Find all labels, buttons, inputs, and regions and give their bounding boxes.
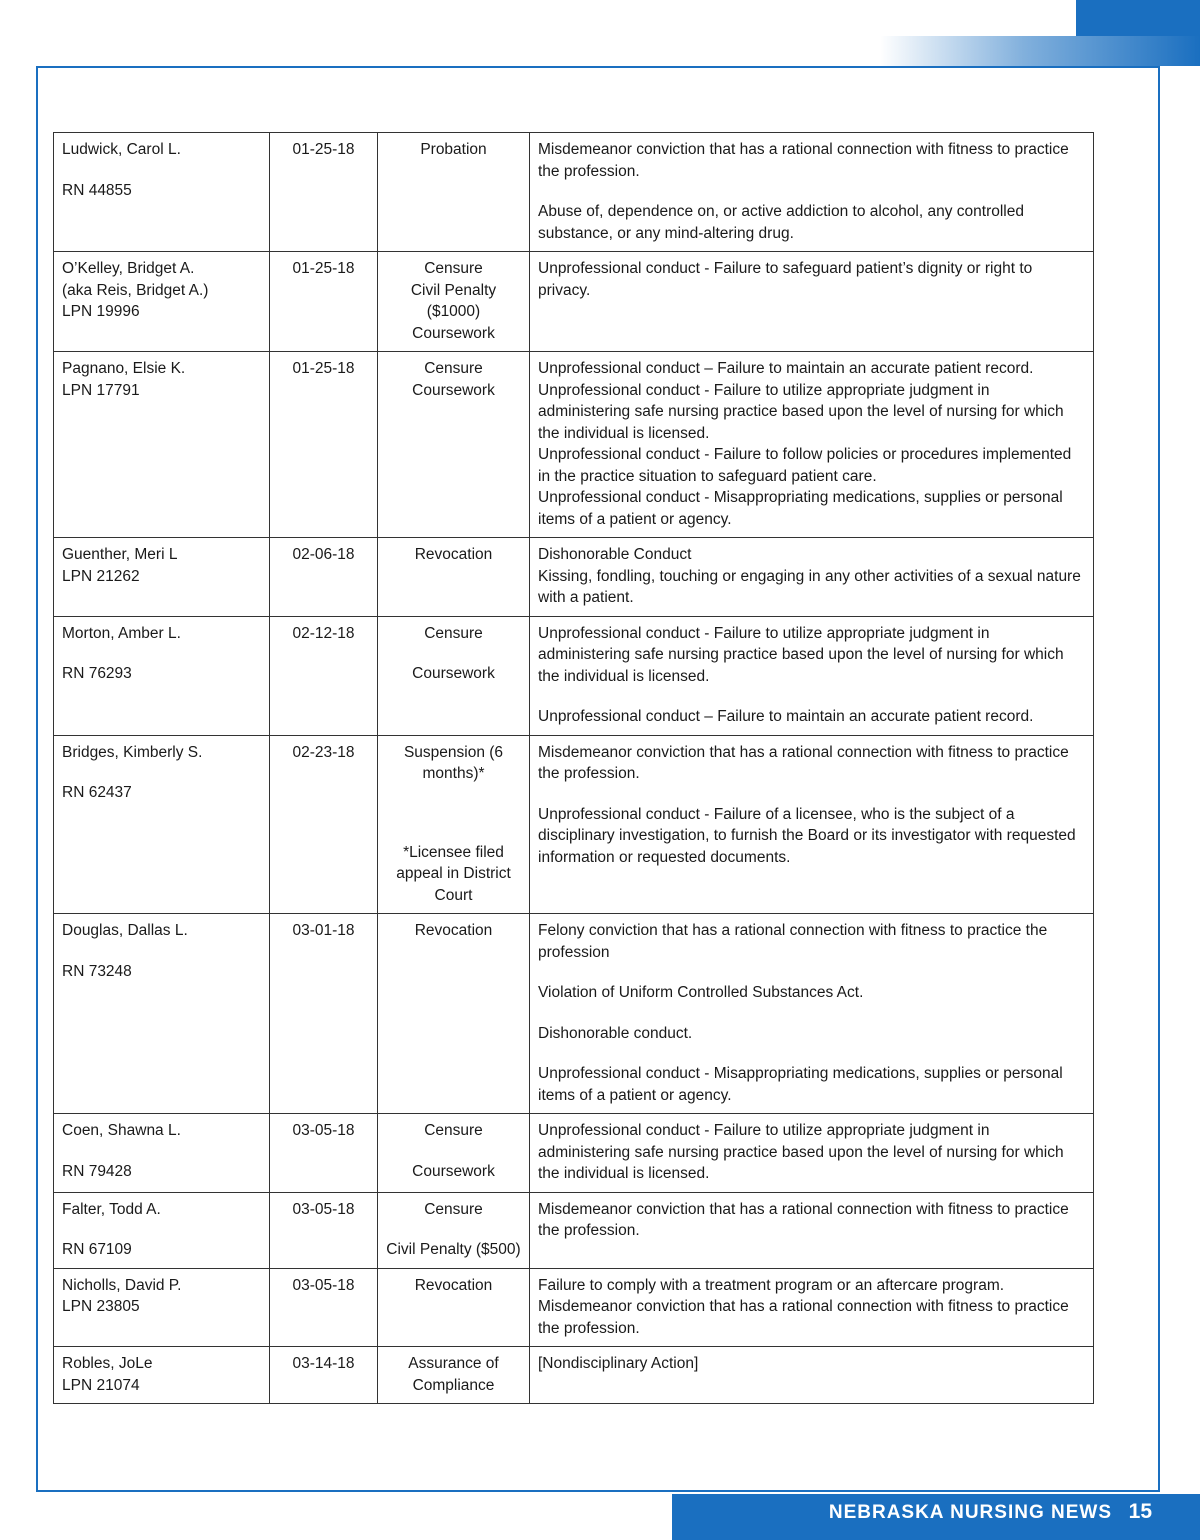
cell-line: Coursework — [412, 324, 495, 342]
cell-line: Assurance of — [408, 1355, 499, 1372]
line-spacer — [62, 1142, 261, 1161]
cell-line: Suspension (6 — [403, 743, 504, 761]
cell-line: Nicholls, David P. — [62, 1276, 182, 1294]
cell-line: Unprofessional conduct - Misappropriating medications, supplies or personal items of a patient or agency. — [538, 489, 1063, 528]
cell-line: ($1000) — [426, 303, 481, 320]
cell-line: Unprofessional conduct - Failure to utilize appropriate judgment in administering safe nursing practice based upon the level of nursing for which the individual is licensed. — [538, 624, 1064, 685]
table-row — [54, 735, 1094, 914]
cell-line: RN 76293 — [62, 665, 132, 682]
cell-line: RN 79428 — [62, 1162, 132, 1180]
cell-line: Misdemeanor conviction that has a rational connection with fitness to practice the profession. — [538, 1298, 1069, 1337]
cell-line: Coursework — [412, 665, 495, 682]
date-cell — [270, 352, 378, 538]
licensee-cell — [54, 133, 270, 252]
cell-line: Douglas, Dallas L. — [62, 922, 188, 939]
cell-line: Misdemeanor conviction that has a rational connection with fitness to practice the profession. — [538, 141, 1069, 180]
corner-accent-block — [1076, 0, 1200, 36]
cell-line: [Nondisciplinary Action] — [538, 1355, 699, 1372]
page-number: 15 — [1128, 1500, 1152, 1523]
cell-line: Censure — [424, 360, 483, 377]
line-spacer — [386, 1142, 521, 1161]
licensee-cell — [54, 538, 270, 617]
table-row — [54, 252, 1094, 352]
cell-line: Falter, Todd A. — [62, 1200, 161, 1218]
cell-line: LPN 23805 — [62, 1298, 140, 1315]
cell-line: Unprofessional conduct - Misappropriating medications, supplies or personal items of a patient or agency. — [538, 1065, 1063, 1104]
cell-line: 03-05-18 — [292, 1200, 355, 1218]
cell-line: 03-14-18 — [292, 1355, 355, 1372]
date-cell — [270, 1192, 378, 1268]
cell-line: Coursework — [412, 381, 495, 399]
cell-line: RN 73248 — [62, 962, 132, 980]
line-spacer — [538, 182, 1085, 201]
cell-line: Bridges, Kimberly S. — [62, 743, 203, 761]
violation-cell — [530, 352, 1094, 538]
cell-line: Violation of Uniform Controlled Substances Act. — [538, 984, 864, 1001]
cell-line: 02-06-18 — [292, 546, 355, 563]
date-cell — [270, 1268, 378, 1347]
cell-line: Probation — [420, 141, 487, 158]
cell-line: appeal in District — [396, 865, 511, 882]
line-spacer — [386, 1220, 521, 1239]
action-cell — [378, 133, 530, 252]
cell-line: Coursework — [412, 1162, 495, 1180]
action-cell — [378, 1347, 530, 1404]
line-spacer — [386, 644, 521, 663]
cell-line: Ludwick, Carol L. — [62, 141, 181, 158]
table-row — [54, 133, 1094, 252]
cell-line: Revocation — [414, 1276, 493, 1294]
cell-line: Civil Penalty ($500) — [386, 1241, 521, 1258]
cell-line: 03-01-18 — [292, 922, 355, 939]
cell-line: Unprofessional conduct – Failure to maintain an accurate patient record. — [538, 708, 1034, 725]
licensee-cell — [54, 1192, 270, 1268]
licensee-cell — [54, 1268, 270, 1347]
cell-line: LPN 21074 — [62, 1376, 140, 1394]
table-row — [54, 616, 1094, 735]
action-cell — [378, 538, 530, 617]
line-spacer — [386, 823, 521, 842]
violation-cell — [530, 1114, 1094, 1193]
cell-line: Coen, Shawna L. — [62, 1122, 181, 1139]
line-spacer — [62, 161, 261, 180]
violation-cell — [530, 538, 1094, 617]
cell-line: Revocation — [414, 922, 493, 939]
date-cell — [270, 914, 378, 1114]
cell-line: Unprofessional conduct - Failure to utilize appropriate judgment in administering safe nursing practice based upon the level of nursing for which the individual is licensed. — [538, 1122, 1064, 1182]
cell-line: RN 67109 — [62, 1241, 132, 1258]
cell-line: Failure to comply with a treatment program or an aftercare program. — [538, 1276, 1005, 1294]
violation-cell — [530, 1268, 1094, 1347]
line-spacer — [538, 1044, 1085, 1063]
table-row — [54, 1347, 1094, 1404]
table-row — [54, 1114, 1094, 1193]
cell-line: Abuse of, dependence on, or active addiction to alcohol, any controlled substance, or any mind-altering drug. — [538, 203, 1024, 242]
line-spacer — [538, 785, 1085, 804]
cell-line: Censure — [424, 1122, 483, 1139]
cell-line: Misdemeanor conviction that has a rational connection with fitness to practice the profession. — [538, 743, 1069, 782]
line-spacer — [62, 763, 261, 782]
publication-name: NEBRASKA NURSING NEWS — [828, 1502, 1112, 1523]
cell-line: Revocation — [414, 546, 493, 563]
cell-line: Censure — [424, 260, 483, 277]
cell-line: 02-12-18 — [292, 624, 355, 642]
cell-line: Kissing, fondling, touching or engaging in any other activities of a sexual nature with a patient. — [538, 567, 1081, 606]
page-footer — [672, 1494, 1200, 1540]
violation-cell — [530, 133, 1094, 252]
cell-line: RN 44855 — [62, 181, 132, 199]
cell-line: 02-23-18 — [292, 743, 355, 761]
date-cell — [270, 252, 378, 352]
line-spacer — [62, 1220, 261, 1239]
cell-line: Unprofessional conduct - Failure to follow policies or procedures implemented in the practice situation to safeguard patient care. — [538, 446, 1072, 485]
licensee-cell — [54, 252, 270, 352]
cell-line: LPN 17791 — [62, 381, 140, 399]
licensee-cell — [54, 914, 270, 1114]
cell-line: O’Kelley, Bridget A. — [62, 260, 195, 277]
cell-line: Unprofessional conduct - Failure to safeguard patient’s dignity or right to privacy. — [538, 260, 1033, 299]
cell-line: Robles, JoLe — [62, 1355, 153, 1372]
licensee-cell — [54, 735, 270, 914]
table-row — [54, 1192, 1094, 1268]
cell-line: Compliance — [412, 1376, 495, 1394]
date-cell — [270, 1347, 378, 1404]
cell-line: Civil Penalty — [410, 281, 497, 299]
line-spacer — [386, 804, 521, 823]
cell-line: 03-05-18 — [292, 1122, 355, 1139]
action-cell — [378, 1192, 530, 1268]
action-cell — [378, 735, 530, 914]
cell-line: 01-25-18 — [292, 360, 355, 377]
table-row — [54, 914, 1094, 1114]
cell-line: Pagnano, Elsie K. — [62, 360, 186, 377]
violation-cell — [530, 1192, 1094, 1268]
violation-cell — [530, 252, 1094, 352]
action-cell — [378, 616, 530, 735]
cell-line: 01-25-18 — [292, 260, 355, 277]
date-cell — [270, 735, 378, 914]
cell-line: Unprofessional conduct - Failure of a licensee, who is the subject of a disciplinary investigation, to furnish the Board or its investigator with requested information or requested documents. — [538, 805, 1076, 866]
cell-line: Dishonorable conduct. — [538, 1024, 693, 1042]
line-spacer — [538, 687, 1085, 706]
cell-line: (aka Reis, Bridget A.) — [62, 281, 209, 299]
corner-accent-gradient — [880, 36, 1200, 66]
line-spacer — [386, 785, 521, 804]
action-cell — [378, 914, 530, 1114]
cell-line: Censure — [424, 624, 483, 642]
violation-cell — [530, 1347, 1094, 1404]
cell-line: Censure — [424, 1200, 483, 1218]
date-cell — [270, 133, 378, 252]
cell-line: 03-05-18 — [292, 1276, 355, 1294]
disciplinary-actions-table — [53, 132, 1094, 1404]
table-row — [54, 352, 1094, 538]
cell-line: Felony conviction that has a rational connection with fitness to practice the profession — [538, 922, 1048, 961]
violation-cell — [530, 914, 1094, 1114]
cell-line: Court — [434, 886, 473, 904]
table-body — [54, 133, 1094, 1404]
cell-line: RN 62437 — [62, 784, 132, 801]
cell-line: Morton, Amber L. — [62, 624, 181, 642]
violation-cell — [530, 616, 1094, 735]
cell-line: Unprofessional conduct - Failure to utilize appropriate judgment in administering safe nursing practice based upon the level of nursing for which the individual is licensed. — [538, 381, 1064, 442]
violation-cell — [530, 735, 1094, 914]
cell-line: Misdemeanor conviction that has a rational connection with fitness to practice the profession. — [538, 1200, 1069, 1239]
cell-line: *Licensee filed — [403, 843, 504, 861]
cell-line: Unprofessional conduct – Failure to maintain an accurate patient record. — [538, 360, 1034, 377]
date-cell — [270, 538, 378, 617]
licensee-cell — [54, 352, 270, 538]
cell-line: LPN 19996 — [62, 303, 140, 320]
cell-line: LPN 21262 — [62, 567, 140, 585]
table-row — [54, 1268, 1094, 1347]
action-cell — [378, 352, 530, 538]
line-spacer — [538, 1004, 1085, 1023]
cell-line: Guenther, Meri L — [62, 546, 178, 563]
line-spacer — [62, 644, 261, 663]
date-cell — [270, 616, 378, 735]
cell-line: 01-25-18 — [292, 141, 355, 158]
licensee-cell — [54, 1347, 270, 1404]
action-cell — [378, 252, 530, 352]
date-cell — [270, 1114, 378, 1193]
cell-line: months)* — [422, 765, 485, 782]
licensee-cell — [54, 616, 270, 735]
line-spacer — [62, 942, 261, 961]
line-spacer — [538, 963, 1085, 982]
action-cell — [378, 1268, 530, 1347]
licensee-cell — [54, 1114, 270, 1193]
table-row — [54, 538, 1094, 617]
action-cell — [378, 1114, 530, 1193]
cell-line: Dishonorable Conduct — [538, 546, 692, 563]
